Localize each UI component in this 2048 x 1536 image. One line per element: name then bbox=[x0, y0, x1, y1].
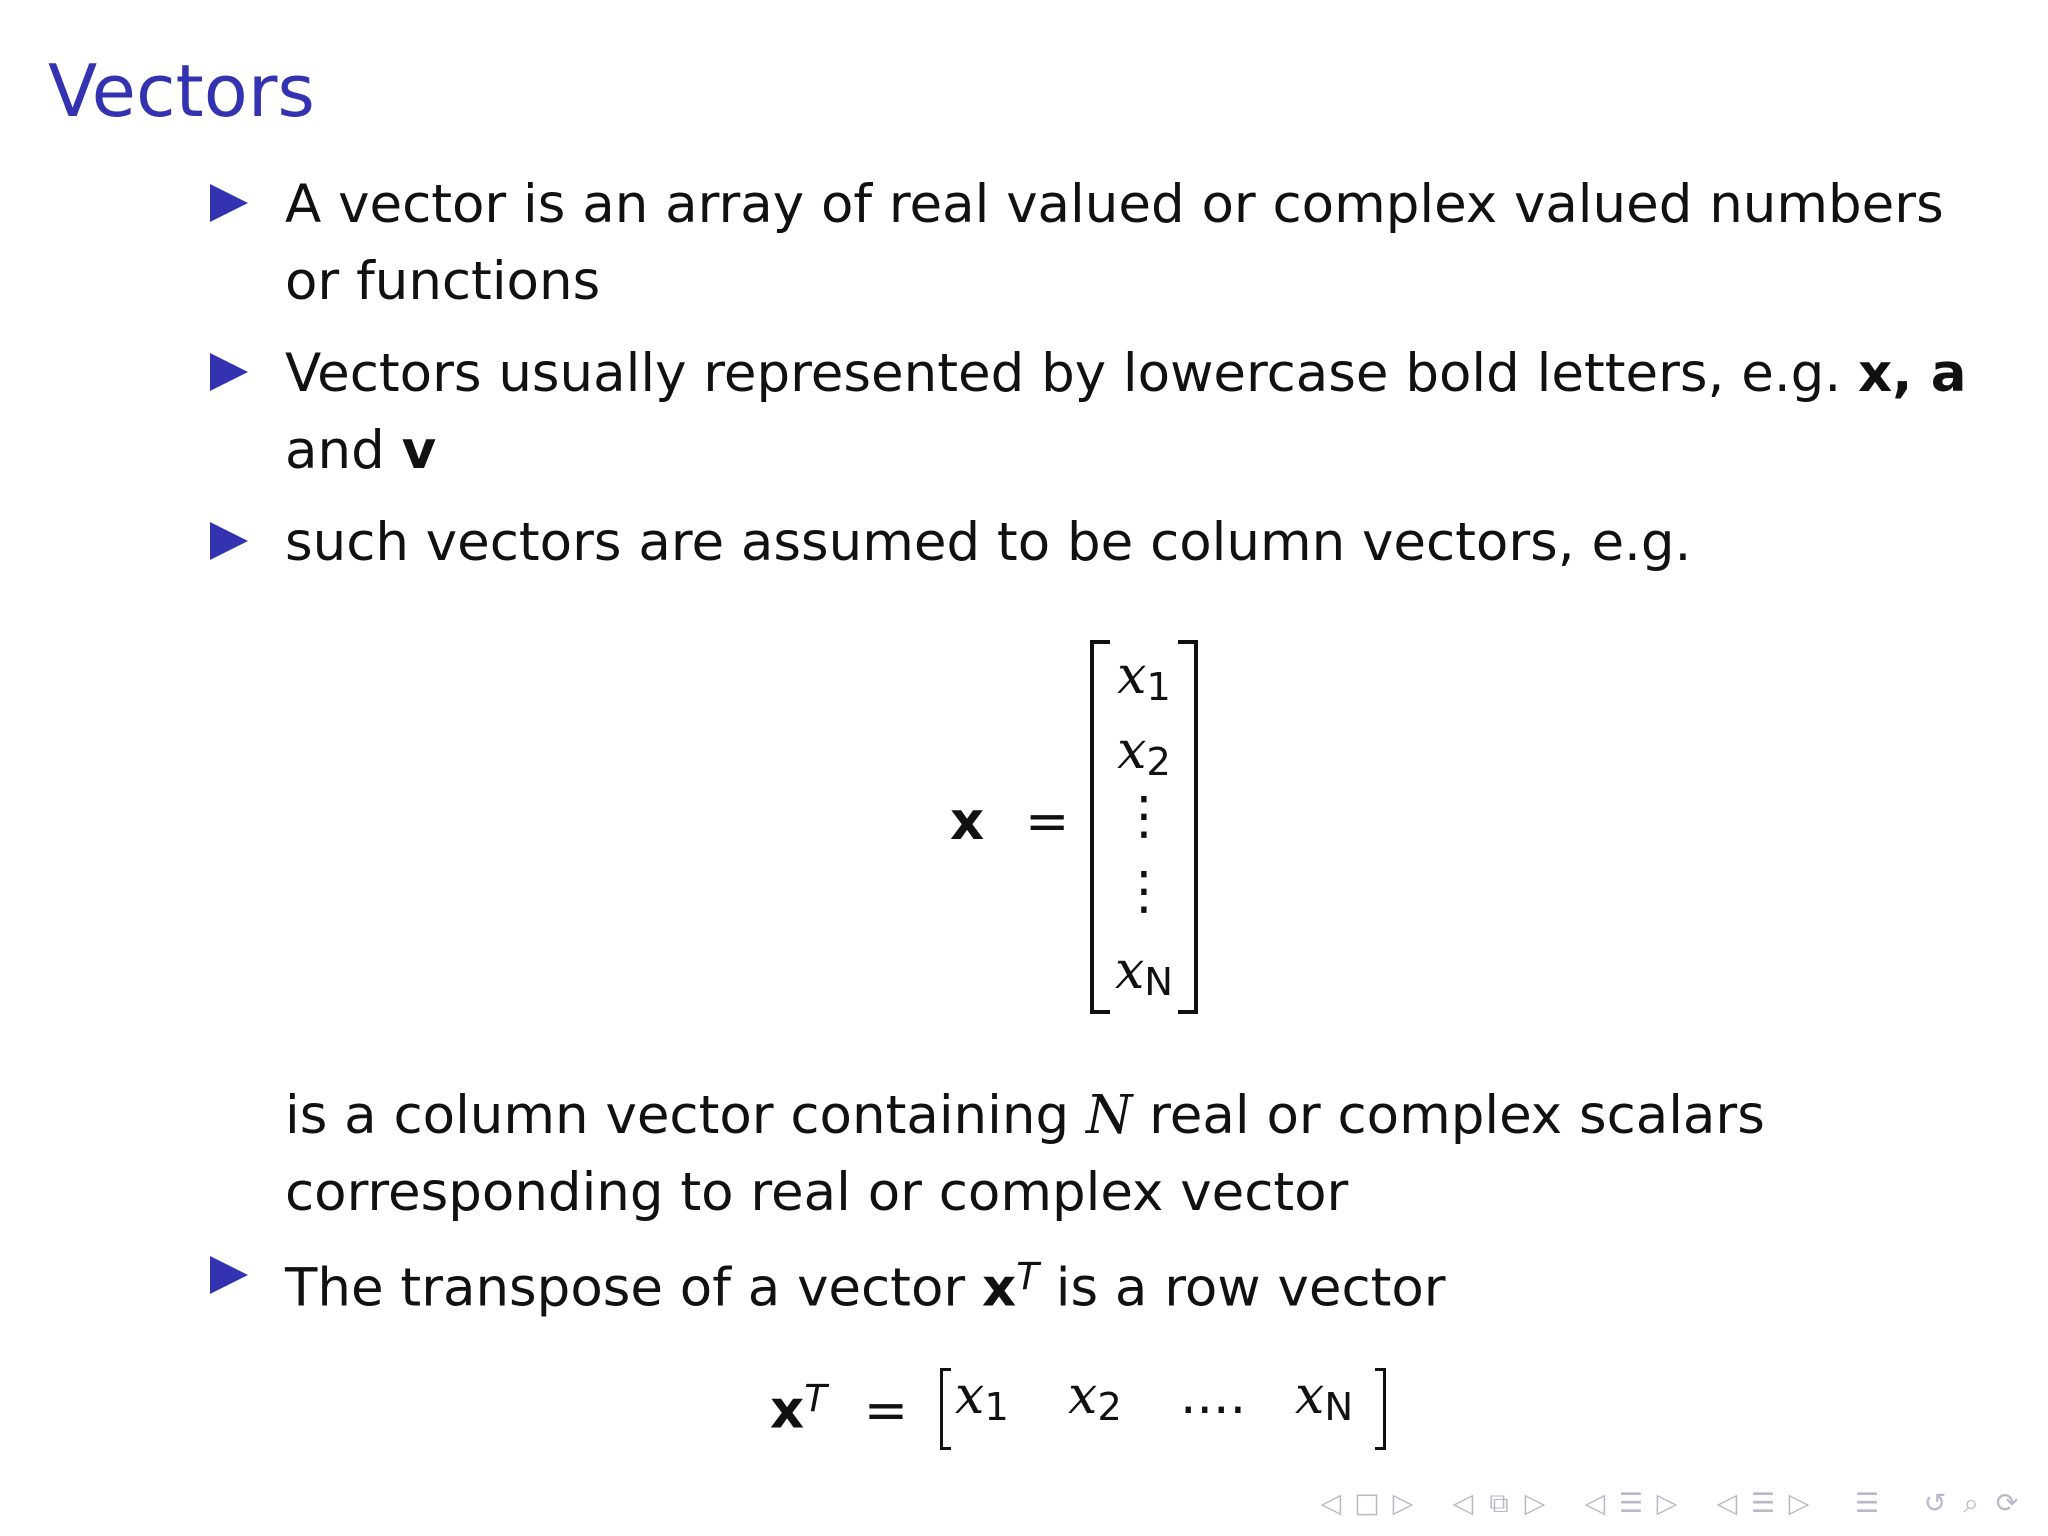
row-entry-x1 bbox=[955, 1366, 1009, 1430]
column-entry-xn bbox=[1114, 941, 1174, 1005]
nav-next-subsection-icon[interactable]: ▷ bbox=[1524, 1488, 1546, 1519]
beamer-navigation bbox=[1315, 1488, 2030, 1520]
column-entry-x1-subscript: 1 bbox=[1146, 664, 1171, 710]
column-entry-x2 bbox=[1114, 721, 1174, 785]
column-description-suffix: real or complex scalars bbox=[1132, 1085, 1765, 1146]
bullet-4-vector: x bbox=[982, 1257, 1017, 1319]
row-vector-equals: = bbox=[863, 1379, 909, 1441]
bullet-marker-2 bbox=[210, 353, 248, 391]
row-entry-xn bbox=[1295, 1366, 1354, 1430]
column-entry-xn-subscript: N bbox=[1144, 959, 1174, 1005]
row-vector-lhs bbox=[770, 1377, 909, 1441]
column-entry-x1-base: x bbox=[1117, 646, 1147, 706]
nav-prev-document-icon[interactable]: ◁ bbox=[1716, 1488, 1738, 1519]
nav-prev-frame-icon[interactable]: ◁ bbox=[1320, 1488, 1342, 1519]
nav-next-frame-icon[interactable]: ▷ bbox=[1392, 1488, 1414, 1519]
bullet-4-line-1 bbox=[285, 1238, 1935, 1327]
row-left-bracket bbox=[940, 1368, 951, 1450]
column-vector-equation bbox=[950, 640, 1210, 1020]
nav-prev-subsection-icon[interactable]: ◁ bbox=[1452, 1488, 1474, 1519]
bullet-4-suffix: is a row vector bbox=[1038, 1257, 1446, 1319]
nav-subsection-icon[interactable]: ⧉ bbox=[1489, 1488, 1509, 1519]
row-entry-x2-subscript: 2 bbox=[1097, 1384, 1122, 1430]
bullet-2-line-1 bbox=[285, 335, 1967, 412]
row-entry-x1-base: x bbox=[955, 1366, 985, 1426]
column-entry-xn-base: x bbox=[1114, 941, 1145, 1001]
column-description-line-1 bbox=[285, 1077, 1935, 1154]
bullet-1-line-2: or functions bbox=[285, 251, 601, 312]
nav-frame-icon[interactable]: □ bbox=[1354, 1488, 1380, 1519]
row-entry-x2 bbox=[1068, 1366, 1122, 1430]
bullet-2-line-1-text: Vectors usually represented by lowercase bold letters, e.g. bbox=[285, 343, 1859, 404]
row-entry-x2-base: x bbox=[1068, 1366, 1098, 1426]
bullet-marker-4 bbox=[210, 1256, 248, 1294]
row-entry-xn-base: x bbox=[1295, 1366, 1325, 1426]
bullet-2-line-2-text: and bbox=[285, 420, 402, 481]
left-bracket bbox=[1090, 640, 1110, 1014]
column-vector-symbol: x bbox=[950, 791, 985, 852]
nav-next-section-icon[interactable]: ▷ bbox=[1656, 1488, 1678, 1519]
nav-next-document-icon[interactable]: ▷ bbox=[1788, 1488, 1810, 1519]
column-entry-x2-base: x bbox=[1117, 721, 1147, 781]
column-description-prefix: is a column vector containing bbox=[285, 1085, 1086, 1146]
bullet-marker-1 bbox=[210, 184, 248, 222]
nav-forward-icon[interactable]: ⟳ bbox=[1995, 1488, 2019, 1519]
bullet-1-line-1: A vector is an array of real valued or complex valued numbers bbox=[285, 174, 1944, 235]
right-bracket bbox=[1178, 640, 1198, 1014]
row-entry-ellipsis: .... bbox=[1180, 1366, 1247, 1426]
nav-back-icon[interactable]: ↺ bbox=[1923, 1488, 1947, 1519]
column-description-line-2: corresponding to real or complex vector bbox=[285, 1162, 1349, 1223]
column-entry-x1 bbox=[1114, 646, 1174, 710]
column-entry-ellipsis-1: ⋮ bbox=[1118, 786, 1170, 846]
row-entry-xn-subscript: N bbox=[1324, 1384, 1354, 1430]
row-vector-superscript: T bbox=[804, 1377, 827, 1420]
column-vector-equals: = bbox=[1025, 791, 1070, 852]
column-entry-ellipsis-2: ⋮ bbox=[1118, 861, 1170, 921]
row-vector-symbol: x bbox=[770, 1379, 805, 1441]
nav-document-icon[interactable]: ☰ bbox=[1750, 1488, 1776, 1519]
bullet-4-prefix: The transpose of a vector bbox=[285, 1257, 983, 1319]
nav-search-icon[interactable]: ⌕ bbox=[1963, 1488, 1979, 1519]
column-vector-lhs bbox=[950, 791, 1070, 852]
bullet-marker-3 bbox=[210, 522, 248, 560]
column-description-variable: N bbox=[1085, 1085, 1133, 1146]
bullet-2-bold-v: v bbox=[401, 420, 437, 481]
nav-prev-section-icon[interactable]: ◁ bbox=[1584, 1488, 1606, 1519]
row-right-bracket bbox=[1375, 1368, 1386, 1450]
column-entry-x2-subscript: 2 bbox=[1146, 739, 1171, 785]
nav-section-icon[interactable]: ☰ bbox=[1618, 1488, 1644, 1519]
bullet-3-line-1: such vectors are assumed to be column vectors, e.g. bbox=[285, 512, 1692, 573]
slide-title: Vectors bbox=[48, 49, 315, 133]
row-entry-x1-subscript: 1 bbox=[984, 1384, 1009, 1430]
row-vector-equation bbox=[770, 1366, 1390, 1470]
column-vector-matrix bbox=[1090, 640, 1198, 1012]
bullet-2-line-2 bbox=[285, 412, 1935, 489]
bullet-4-superscript: T bbox=[1016, 1255, 1039, 1298]
bullet-2-bold-vectors: x, a bbox=[1858, 343, 1967, 404]
nav-toc-icon[interactable]: ☰ bbox=[1854, 1488, 1880, 1519]
